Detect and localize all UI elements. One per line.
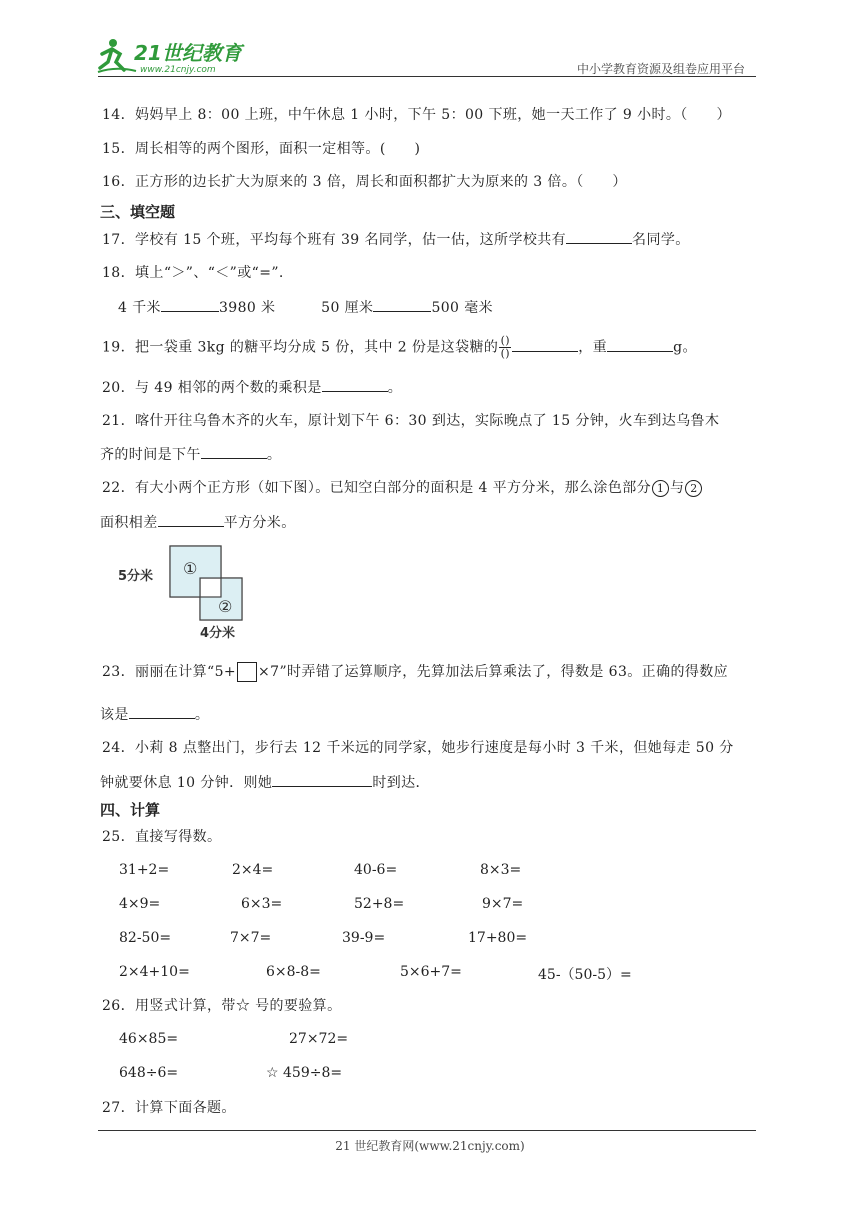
question-text-end: g。	[673, 339, 697, 356]
q25-row-4-col-1: 2×4+10=	[119, 964, 190, 980]
question-21	[102, 411, 719, 431]
question-text: 喀什开往乌鲁木齐的火车，原计划下午 6：30 到达，实际晚点了 15 分钟，火车到达乌鲁木	[135, 413, 720, 429]
question-text: 用竖式计算，带☆ 号的要验算。	[135, 998, 342, 1014]
question-24	[102, 738, 734, 758]
circled-two: 2	[685, 480, 702, 497]
question-text: 面积相差	[100, 515, 158, 531]
q25-row-1-col-3: 40-6=	[354, 862, 398, 878]
question-text: 与 49 相邻的两个数的乘积是	[135, 380, 322, 396]
answer-blank[interactable]	[201, 444, 267, 459]
question-18	[102, 263, 284, 283]
question-21-line2	[100, 444, 281, 465]
q25-row-2-col-1: 4×9=	[119, 896, 161, 912]
compare-left-a: 4 千米	[118, 300, 161, 316]
fraction-denominator: ()	[500, 347, 510, 360]
question-text: 把一袋重 3kg 的糖平均分成 5 份，其中 2 份是这袋糖的	[135, 339, 499, 356]
q25-row-4-col-4: 45-（50-5）=	[538, 967, 632, 983]
question-number: 23．	[102, 664, 136, 680]
compare-blank-1[interactable]	[161, 297, 219, 312]
question-text-end: 名同学。	[632, 232, 690, 248]
section-title-fill-in: 三、填空题	[100, 203, 176, 221]
compare-left-b: 50 厘米	[321, 300, 374, 316]
q25-row-2-col-2: 6×3=	[241, 896, 283, 912]
footer-text: 21 世纪教育网(www.21cnjy.com)	[335, 1139, 525, 1153]
q25-row-4-col-3: 5×6+7=	[400, 964, 462, 980]
question-text: 妈妈早上 8：00 上班，中午休息 1 小时，下午 5：00 下班，她一天工作了 9 小时。（ ）	[135, 107, 731, 123]
q25-row-1-col-1: 31+2=	[119, 862, 170, 878]
question-text: 计算下面各题。	[135, 1100, 236, 1116]
question-text-end: 。	[387, 380, 403, 396]
question-text: 齐的时间是下午	[100, 447, 201, 463]
answer-blank[interactable]	[512, 337, 578, 352]
question-text: ×7”时弄错了运算顺序，先算加法后算乘法了，得数是 63。正确的得数应	[258, 664, 729, 680]
question-text: 有大小两个正方形（如下图）。已知空白部分的面积是 4 平方分米，那么涂色部分	[135, 480, 652, 496]
answer-blank[interactable]	[566, 229, 632, 244]
question-number: 25．	[102, 829, 136, 845]
question-22-line2	[100, 512, 296, 533]
q25-row-1-col-4: 8×3=	[480, 862, 522, 878]
question-27	[102, 1098, 236, 1118]
question-text: ，重	[578, 339, 608, 356]
answer-blank-weight[interactable]	[607, 337, 673, 352]
fraction-blank[interactable]	[499, 336, 511, 359]
question-number: 18．	[102, 265, 136, 281]
question-16	[102, 172, 627, 192]
question-text-end: 平方分米。	[223, 515, 296, 531]
header-divider	[98, 76, 756, 77]
q25-row-1-col-2: 2×4=	[232, 862, 274, 878]
fraction-numerator: ()	[500, 334, 510, 347]
compare-right-b: 500 毫米	[431, 300, 494, 316]
question-text: 小莉 8 点整出门，步行去 12 千米远的同学家，她步行速度是每小时 3 千米，但她每走 50 分	[135, 740, 734, 756]
q25-row-3-col-3: 39-9=	[342, 930, 386, 946]
question-text-end: 。	[194, 707, 210, 723]
question-number: 14．	[102, 107, 136, 123]
label-big-side: 5分米	[118, 569, 154, 584]
q26-row-2-col-2: ☆ 459÷8=	[266, 1065, 343, 1081]
question-number: 24．	[102, 740, 136, 756]
question-17	[102, 229, 690, 250]
question-number: 21．	[102, 413, 136, 429]
q25-row-3-col-2: 7×7=	[230, 930, 272, 946]
question-text: 学校有 15 个班，平均每个班有 39 名同学，估一估，这所学校共有	[135, 232, 567, 248]
mark-one: ①	[183, 559, 198, 578]
circled-one: 1	[652, 480, 669, 497]
question-19	[102, 336, 697, 359]
question-23-line2	[100, 704, 209, 725]
question-text: 钟就要休息 10 分钟．则她	[100, 775, 273, 791]
question-text: 填上“＞”、“＜”或“=”.	[135, 265, 284, 281]
q26-row-2-col-1: 648÷6=	[119, 1065, 179, 1081]
q25-row-2-col-3: 52+8=	[354, 896, 405, 912]
header-tagline: 中小学教育资源及组卷应用平台	[577, 62, 746, 76]
question-text: 丽丽在计算“5+	[135, 664, 237, 680]
question-number: 15．	[102, 141, 136, 157]
squares-figure	[116, 543, 256, 643]
question-18-items	[118, 297, 493, 318]
logo-sub-text: www.21cnjy.com	[140, 65, 216, 75]
site-logo	[96, 36, 256, 76]
answer-box[interactable]	[237, 662, 257, 682]
question-text: 周长相等的两个图形，面积一定相等。( )	[135, 141, 421, 157]
question-number: 20．	[102, 380, 136, 396]
question-number: 27．	[102, 1100, 136, 1116]
question-14	[102, 105, 731, 125]
shaded-region-1b	[171, 578, 200, 596]
question-15	[102, 139, 420, 159]
answer-blank[interactable]	[322, 377, 388, 392]
q26-row-1-col-1: 46×85=	[119, 1031, 179, 1047]
question-number: 22．	[102, 480, 136, 496]
question-23	[102, 662, 728, 682]
compare-right-a: 3980 米	[218, 300, 276, 316]
logo-main-text: 21世纪教育	[134, 41, 242, 65]
question-25	[102, 827, 221, 847]
question-text: 该是	[100, 707, 129, 723]
runner-icon	[98, 39, 136, 72]
q25-row-4-col-2: 6×8-8=	[266, 964, 321, 980]
label-small-side: 4分米	[200, 626, 236, 641]
question-text: 正方形的边长扩大为原来的 3 倍，周长和面积都扩大为原来的 3 倍。（ ）	[135, 174, 627, 190]
question-text: 与	[670, 480, 685, 496]
q26-row-1-col-2: 27×72=	[289, 1031, 349, 1047]
compare-blank-2[interactable]	[373, 297, 431, 312]
question-number: 26．	[102, 998, 136, 1014]
question-number: 19．	[102, 339, 136, 356]
footer-divider	[98, 1130, 756, 1131]
section-title-calculation: 四、计算	[100, 801, 161, 819]
q25-row-3-col-4: 17+80=	[468, 930, 528, 946]
question-24-line2	[100, 772, 430, 793]
question-26	[102, 996, 341, 1016]
question-number: 17．	[102, 232, 136, 248]
mark-two: ②	[218, 597, 233, 616]
answer-blank[interactable]	[158, 512, 224, 527]
q25-row-2-col-4: 9×7=	[482, 896, 524, 912]
question-20	[102, 377, 402, 398]
answer-blank[interactable]	[129, 704, 195, 719]
question-text-end: 。	[266, 447, 282, 463]
question-number: 16．	[102, 174, 136, 190]
q25-row-3-col-1: 82-50=	[119, 930, 172, 946]
question-text: 直接写得数。	[135, 829, 222, 845]
question-22	[102, 478, 703, 498]
answer-blank[interactable]	[272, 772, 372, 787]
question-text-end: 时到达．	[372, 775, 430, 791]
